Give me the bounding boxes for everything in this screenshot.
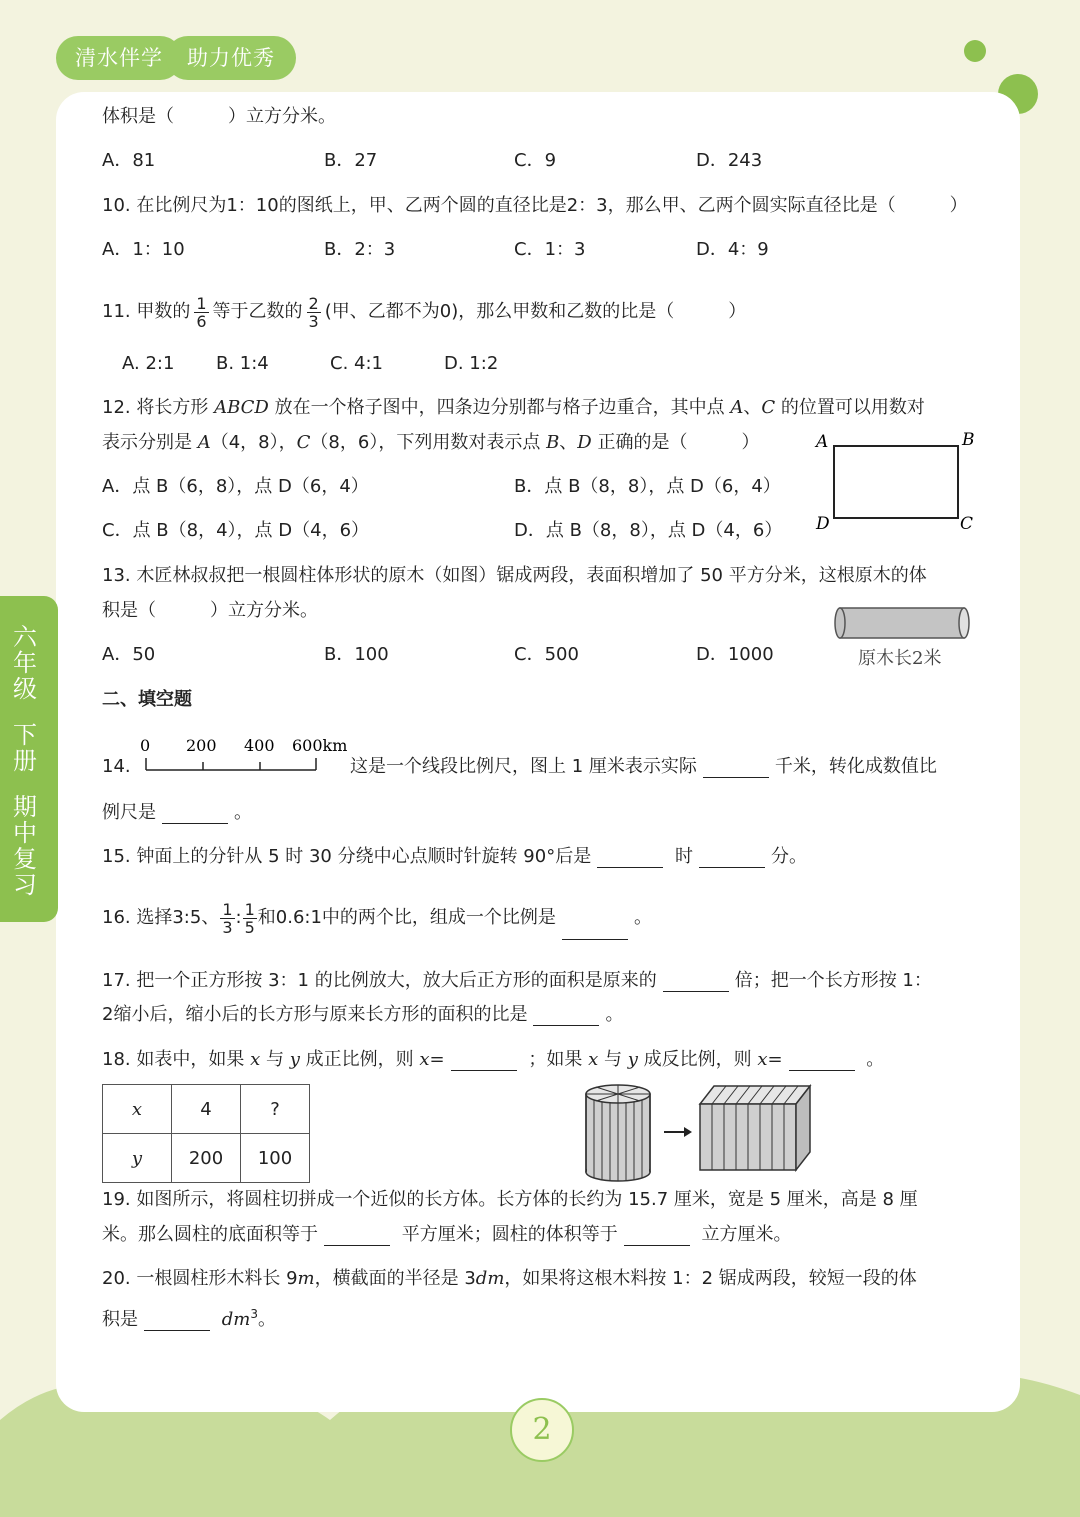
cylinder-to-cuboid-figure	[580, 1080, 816, 1184]
label-b: B	[962, 430, 975, 450]
scale-bar	[134, 734, 350, 778]
q14-number: 14.	[102, 756, 131, 777]
q15-line: 15. 钟面上的分针从 5 时 30 分绕中心点顺时针旋转 90°后是 时 分。	[102, 846, 807, 867]
table-row	[103, 1134, 310, 1183]
q11-option-d: D. 1:2	[444, 353, 499, 374]
q20-line-2: 积是 $dm^3$。	[102, 1307, 276, 1330]
q10-option-b: B．2：3	[324, 239, 396, 260]
q13-option-b: B．100	[324, 644, 389, 665]
fraction-1-6: $\frac{1}{6}$	[196, 293, 207, 331]
q14-blank-1[interactable]	[703, 759, 769, 778]
q9-option-c: C．9	[514, 150, 557, 171]
q11-option-b: B. 1:4	[216, 353, 269, 374]
q17-line-2: 2缩小后，缩小后的长方形与原来长方形的面积的比是 。	[102, 1004, 624, 1025]
xy-table	[102, 1084, 310, 1183]
q12-option-a: A．点 B（6，8），点 D（6，4）	[102, 476, 369, 497]
q14-line-2: 例尺是 。	[102, 802, 252, 823]
q17-blank-2[interactable]	[533, 1007, 599, 1026]
q11-option-a: A. 2:1	[122, 353, 175, 374]
q13-line-1: 13. 木匠林叔叔把一根圆柱体形状的原木（如图）锯成两段，表面积增加了 50 平方分米，这根原木的体	[102, 565, 927, 586]
q17-blank-1[interactable]	[663, 973, 729, 992]
q9-option-b: B．27	[324, 150, 378, 171]
q19-blank-2[interactable]	[624, 1227, 690, 1246]
q15-blank-1[interactable]	[597, 849, 663, 868]
q10-line: 10. 在比例尺为1：10的图纸上，甲、乙两个圆的直径比是2：3，那么甲、乙两个圆实际直径比是（ ）	[102, 195, 968, 216]
table-cell: y	[103, 1134, 172, 1183]
header-tag-2: 助力优秀	[166, 36, 296, 80]
scale-tick-0: 0	[140, 736, 151, 755]
log-figure	[834, 604, 972, 644]
cuboid-drawing	[700, 1086, 810, 1170]
fraction-2-3: $\frac{2}{3}$	[308, 293, 319, 331]
q15-blank-2[interactable]	[699, 849, 765, 868]
q11-option-c: C. 4:1	[330, 353, 383, 374]
section-fill-in-title: 二、填空题	[102, 689, 192, 710]
table-cell: x	[103, 1085, 172, 1134]
q16-line: 16. 选择3:5、 $\frac{1}{3}$ : $\frac{1}{5}$ 和0.6:1中的两个比，组成一个比例是 。	[102, 896, 652, 940]
q14-blank-2[interactable]	[162, 805, 228, 824]
q17-line-1: 17. 把一个正方形按 3：1 的比例放大，放大后正方形的面积是原来的 倍；把一个长方形按 1：	[102, 970, 932, 991]
table-cell: 100	[241, 1134, 310, 1183]
scale-tick-400: 400	[244, 736, 275, 755]
q13-option-a: A．50	[102, 644, 156, 665]
table-cell: 4	[172, 1085, 241, 1134]
arrow-icon	[664, 1127, 692, 1137]
label-c: C	[960, 514, 974, 534]
q18-blank-1[interactable]	[451, 1052, 517, 1071]
q9-option-d: D．243	[696, 150, 763, 171]
q13-line-2: 积是（ ）立方分米。	[102, 600, 318, 621]
q10-option-a: A．1：10	[102, 239, 185, 260]
q12-option-c: C．点 B（8，4），点 D（4，6）	[102, 520, 370, 541]
q12-line-2: 表示分别是 A（4，8），C（8，6），下列用数对表示点 B、D 正确的是（ ）	[102, 432, 760, 453]
scale-tick-600km: 600km	[292, 736, 348, 755]
q9-option-a: A．81	[102, 150, 156, 171]
q9-line: 体积是（ ）立方分米。	[102, 106, 336, 127]
q12-line-1: 12. 将长方形 ABCD 放在一个格子图中，四条边分别都与格子边重合，其中点 A、C 的位置可以用数对	[102, 397, 925, 418]
header-tag-1: 清水伴学	[56, 36, 182, 80]
q20-blank[interactable]	[144, 1312, 210, 1331]
cylinder-drawing	[586, 1085, 650, 1181]
q10-option-c: C．1：3	[514, 239, 586, 260]
log-caption: 原木长2米	[858, 648, 942, 669]
table-cell: ?	[241, 1085, 310, 1134]
rectangle-abcd-figure	[812, 428, 982, 536]
decor-dot-small	[964, 40, 986, 62]
q11-line: 11. 甲数的 $\frac{1}{6}$ 等于乙数的 $\frac{2}{3}$ (甲、乙都不为0)，那么甲数和乙数的比是（ ）	[102, 293, 747, 331]
label-d: D	[816, 514, 830, 534]
table-row	[103, 1085, 310, 1134]
q19-line-1: 19. 如图所示，将圆柱切拼成一个近似的长方体。长方体的长约为 15.7 厘米，宽是 5 厘米，高是 8 厘	[102, 1189, 918, 1210]
q20-line-1: 20. 一根圆柱形木料长 9m，横截面的半径是 3dm，如果将这根木料按 1：2 锯成两段，较短一段的体	[102, 1268, 917, 1289]
q13-option-c: C．500	[514, 644, 579, 665]
page-number: 2	[510, 1398, 574, 1462]
side-tab-text: 六 年 级 下 册 期 中 复 习	[13, 623, 37, 899]
label-a: A	[816, 432, 829, 452]
q18-line: 18. 如表中，如果 x 与 y 成正比例，则 x= ；如果 x 与 y 成反比例，则 x= 。	[102, 1049, 885, 1070]
q18-blank-2[interactable]	[789, 1052, 855, 1071]
table-cell: 200	[172, 1134, 241, 1183]
q12-option-b: B．点 B（8，8），点 D（6，4）	[514, 476, 781, 497]
q16-blank[interactable]	[562, 921, 628, 940]
q19-blank-1[interactable]	[324, 1227, 390, 1246]
scale-tick-200: 200	[186, 736, 217, 755]
q14-line-1: 这是一个线段比例尺，图上 1 厘米表示实际 千米，转化成数值比	[350, 756, 937, 777]
q10-option-d: D．4：9	[696, 239, 769, 260]
q19-line-2: 米。那么圆柱的底面积等于 平方厘米；圆柱的体积等于 立方厘米。	[102, 1224, 792, 1245]
q12-option-d: D．点 B（8，8），点 D（4，6）	[514, 520, 783, 541]
q13-option-d: D．1000	[696, 644, 774, 665]
